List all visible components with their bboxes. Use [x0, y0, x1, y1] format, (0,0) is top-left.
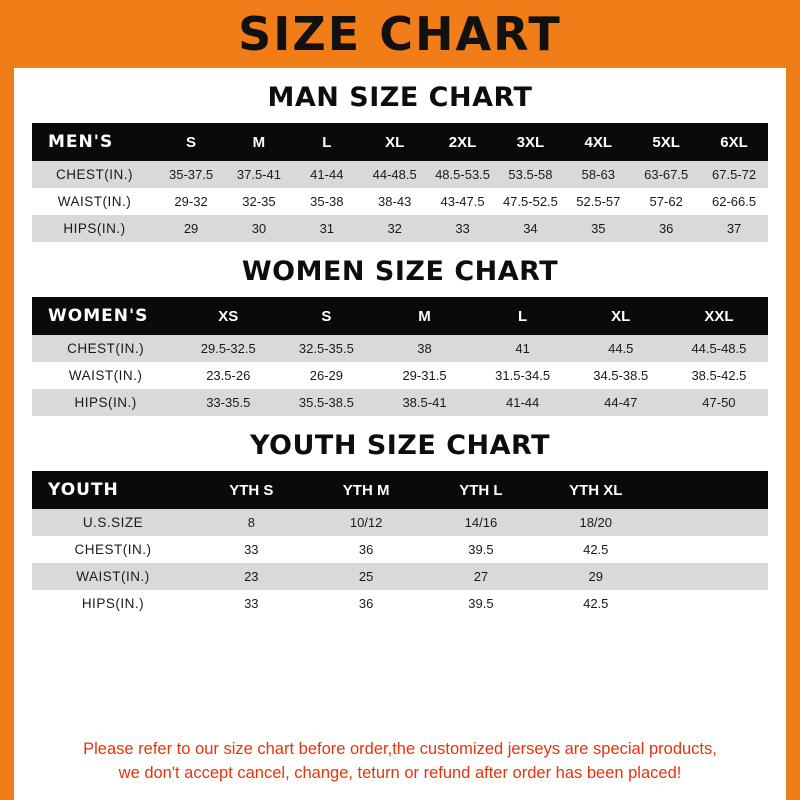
cell: 18/20	[538, 509, 653, 536]
cell: 44-47	[572, 389, 670, 416]
cell: 39.5	[424, 536, 539, 563]
women-table-body	[32, 335, 768, 416]
cell: 25	[309, 563, 424, 590]
cell: 67.5-72	[700, 161, 768, 188]
cell: 8	[194, 509, 309, 536]
cell: 23.5-26	[179, 362, 277, 389]
men-col-header: 5XL	[632, 123, 700, 161]
cell: 34.5-38.5	[572, 362, 670, 389]
women-col-header: L	[474, 297, 572, 335]
cell: 44-48.5	[361, 161, 429, 188]
youth-table-body	[32, 509, 768, 617]
men-col-header: 3XL	[496, 123, 564, 161]
women-size-section	[14, 256, 786, 416]
men-col-header: XL	[361, 123, 429, 161]
cell: 29-31.5	[375, 362, 473, 389]
page-title: SIZE CHART	[238, 7, 562, 61]
cell: 23	[194, 563, 309, 590]
table-header-row	[32, 297, 768, 335]
table-row	[32, 509, 768, 536]
table-row	[32, 563, 768, 590]
table-row	[32, 188, 768, 215]
table-header-row	[32, 123, 768, 161]
cell: 53.5-58	[496, 161, 564, 188]
row-label: CHEST(IN.)	[32, 161, 157, 188]
table-row	[32, 215, 768, 242]
youth-corner-header: YOUTH	[32, 471, 194, 509]
cell: 33	[429, 215, 497, 242]
men-col-header: 4XL	[564, 123, 632, 161]
youth-col-header: YTH XL	[538, 471, 653, 509]
cell: 63-67.5	[632, 161, 700, 188]
table-row	[32, 161, 768, 188]
row-label: HIPS(IN.)	[32, 389, 179, 416]
women-corner-header: WOMEN'S	[32, 297, 179, 335]
youth-col-header: YTH L	[424, 471, 539, 509]
men-table-body	[32, 161, 768, 242]
cell: 34	[496, 215, 564, 242]
cell: 35.5-38.5	[277, 389, 375, 416]
men-col-header: S	[157, 123, 225, 161]
cell: 37	[700, 215, 768, 242]
cell: 32-35	[225, 188, 293, 215]
row-label: CHEST(IN.)	[32, 335, 179, 362]
footer-disclaimer	[28, 730, 772, 800]
cell: 52.5-57	[564, 188, 632, 215]
cell: 41-44	[293, 161, 361, 188]
cell: 30	[225, 215, 293, 242]
cell: 41-44	[474, 389, 572, 416]
cell: 35-37.5	[157, 161, 225, 188]
cell: 39.5	[424, 590, 539, 617]
cell: 62-66.5	[700, 188, 768, 215]
cell: 29-32	[157, 188, 225, 215]
cell: 31.5-34.5	[474, 362, 572, 389]
cell: 33-35.5	[179, 389, 277, 416]
youth-section-title: YOUTH SIZE CHART	[249, 430, 551, 461]
cell: 29	[157, 215, 225, 242]
women-col-header: XS	[179, 297, 277, 335]
row-label: WAIST(IN.)	[32, 563, 194, 590]
table-row	[32, 536, 768, 563]
youth-col-header: YTH M	[309, 471, 424, 509]
women-col-header: XXL	[670, 297, 768, 335]
cell: 36	[632, 215, 700, 242]
cell: 36	[309, 590, 424, 617]
cell: 44.5	[572, 335, 670, 362]
cell: 58-63	[564, 161, 632, 188]
cell-spacer	[653, 536, 768, 563]
row-label: HIPS(IN.)	[32, 590, 194, 617]
cell-spacer	[653, 563, 768, 590]
cell: 32.5-35.5	[277, 335, 375, 362]
women-table-head	[32, 297, 768, 335]
cell: 33	[194, 590, 309, 617]
men-size-table	[32, 123, 768, 242]
row-label: WAIST(IN.)	[32, 362, 179, 389]
women-col-header: S	[277, 297, 375, 335]
table-row	[32, 362, 768, 389]
row-label: WAIST(IN.)	[32, 188, 157, 215]
women-col-header: XL	[572, 297, 670, 335]
cell: 38.5-42.5	[670, 362, 768, 389]
cell: 37.5-41	[225, 161, 293, 188]
cell: 35	[564, 215, 632, 242]
cell: 38	[375, 335, 473, 362]
table-row	[32, 590, 768, 617]
cell: 32	[361, 215, 429, 242]
cell-spacer	[653, 509, 768, 536]
women-col-header: M	[375, 297, 473, 335]
cell: 48.5-53.5	[429, 161, 497, 188]
youth-table-head	[32, 471, 768, 509]
cell: 38-43	[361, 188, 429, 215]
cell: 44.5-48.5	[670, 335, 768, 362]
cell: 14/16	[424, 509, 539, 536]
men-corner-header: MEN'S	[32, 123, 157, 161]
youth-size-table	[32, 471, 768, 617]
cell: 27	[424, 563, 539, 590]
cell: 10/12	[309, 509, 424, 536]
header-banner	[0, 0, 800, 68]
row-label: CHEST(IN.)	[32, 536, 194, 563]
row-label: HIPS(IN.)	[32, 215, 157, 242]
men-table-head	[32, 123, 768, 161]
cell: 26-29	[277, 362, 375, 389]
cell: 43-47.5	[429, 188, 497, 215]
women-section-title: WOMEN SIZE CHART	[241, 256, 559, 287]
cell: 47.5-52.5	[496, 188, 564, 215]
table-header-row	[32, 471, 768, 509]
youth-col-header: YTH S	[194, 471, 309, 509]
cell: 42.5	[538, 536, 653, 563]
footer-line-1: Please refer to our size chart before order,the customized jerseys are special products,	[83, 740, 717, 759]
footer-line-2: we don't accept cancel, change, teturn or refund after order has been placed!	[118, 764, 682, 783]
cell: 42.5	[538, 590, 653, 617]
row-label: U.S.SIZE	[32, 509, 194, 536]
men-col-header: 2XL	[429, 123, 497, 161]
cell: 36	[309, 536, 424, 563]
cell: 35-38	[293, 188, 361, 215]
men-col-header: L	[293, 123, 361, 161]
men-size-section	[14, 82, 786, 242]
cell: 38.5-41	[375, 389, 473, 416]
youth-size-section	[14, 430, 786, 617]
cell-spacer	[653, 590, 768, 617]
cell: 31	[293, 215, 361, 242]
men-col-header: M	[225, 123, 293, 161]
youth-col-header-spacer	[653, 471, 768, 509]
cell: 33	[194, 536, 309, 563]
women-size-table	[32, 297, 768, 416]
table-row	[32, 335, 768, 362]
men-section-title: MAN SIZE CHART	[267, 82, 533, 113]
cell: 29	[538, 563, 653, 590]
cell: 41	[474, 335, 572, 362]
cell: 57-62	[632, 188, 700, 215]
table-row	[32, 389, 768, 416]
cell: 29.5-32.5	[179, 335, 277, 362]
cell: 47-50	[670, 389, 768, 416]
men-col-header: 6XL	[700, 123, 768, 161]
